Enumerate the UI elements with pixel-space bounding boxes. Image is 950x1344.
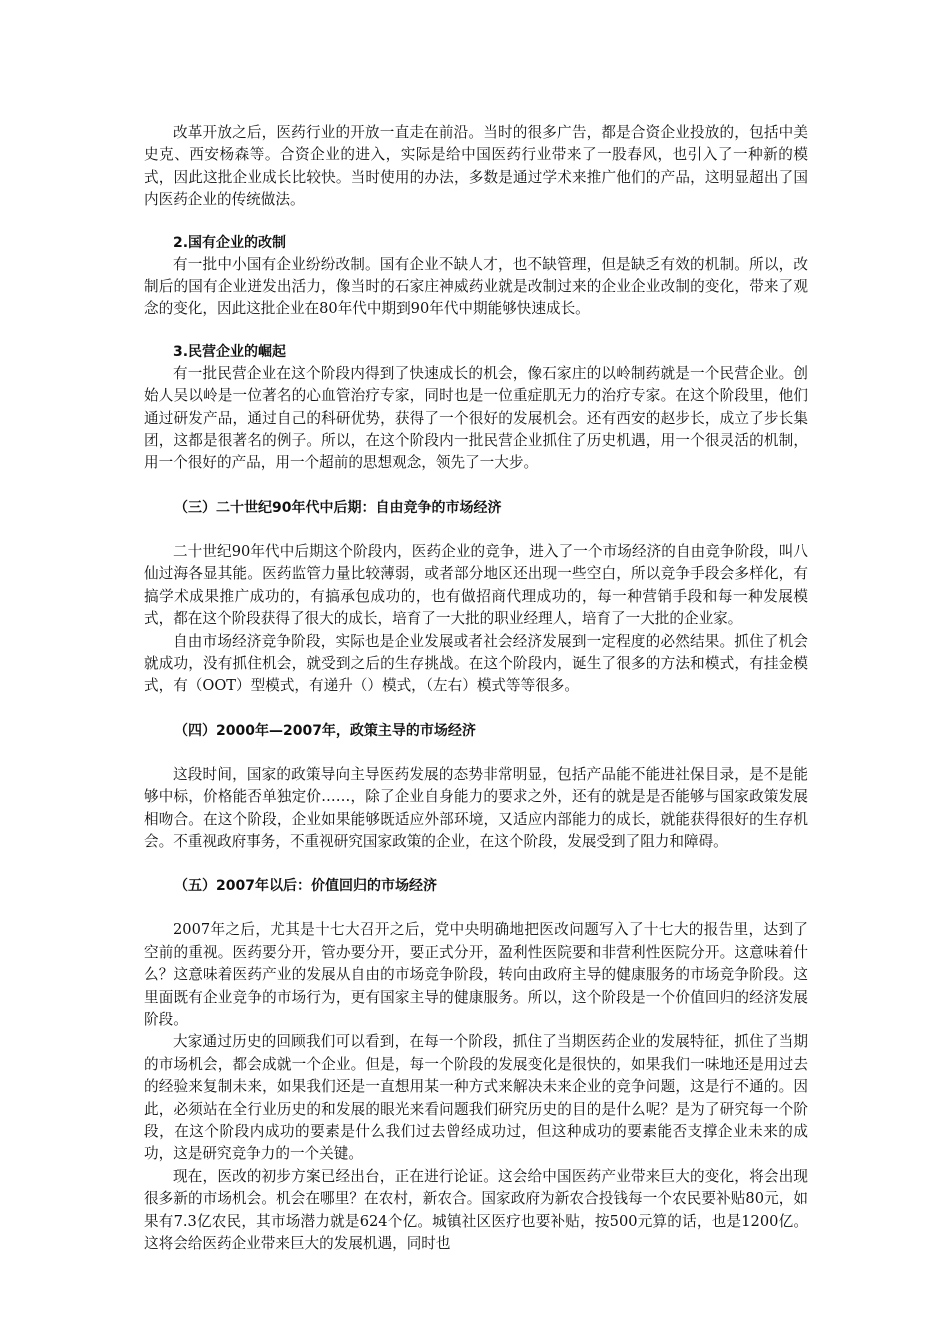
heading-state-enterprise-reform: 2.国有企业的改制: [173, 234, 287, 251]
paragraph-policy-led: 这段时间，国家的政策导向主导医药发展的态势非常明显，包括产品能不能进社保目录，是不是能够中标，价格能否单独定价……，除了企业自身能力的要求之外，还有的就是是否能够与国家政策发展相吻合。在这个阶段，企业如果能够既适应外部环境，又适应内部能力的成长，就能获得很好的生存机会。不重视政府事务，不重视研究国家政策的企业，在这个阶段，发展受到了阻力和障碍。: [144, 765, 808, 850]
paragraph-private-enterprise-rise: 有一批民营企业在这个阶段内得到了快速成长的机会，像石家庄的以岭制药就是一个民营企业。创始人吴以岭是一位著名的心血管治疗专家，同时也是一位重症肌无力的治疗专家。在这个阶段里，他们通过研发产品，通过自己的科研优势，获得了一个很好的发展机会。还有西安的赵步长，成立了步长集团，这都是很著名的例子。所以，在这个阶段内一批民营企业抓住了历史机遇，用一个很灵活的机制，用一个很好的产品，用一个超前的思想观念，领先了一大步。: [144, 364, 808, 472]
paragraph-state-enterprise-reform: 有一批中小国有企业纷纷改制。国有企业不缺人才，也不缺管理，但是缺乏有效的机制。所以，改制后的国有企业迸发出活力，像当时的石家庄神威药业就是改制过来的企业企业改制的变化，带来了观念的变化，因此这批企业在80年代中期到90年代中期能够快速成长。: [144, 255, 808, 318]
paragraph-free-market-result: 自由市场经济竞争阶段，实际也是企业发展或者社会经济发展到一定程度的必然结果。抓住了机会就成功，没有抓住机会，就受到之后的生存挑战。在这个阶段内，诞生了很多的方法和模式，有挂金模式，有（OOT）型模式，有递升（）模式，（左右）模式等等很多。: [144, 632, 808, 695]
section-heading-5: （五）2007年以后：价值回归的市场经济: [174, 878, 437, 895]
paragraph-after-2007: 2007年之后，尤其是十七大召开之后，党中央明确地把医改问题写入了十七大的报告里，达到了空前的重视。医药要分开，管办要分开，要正式分开，盈利性医院要和非营利性医院分开。这意味着什么？这意味着医药产业的发展从自由的市场竞争阶段，转向由政府主导的健康服务的市场竞争阶段。这里面既有企业竞争的市场行为，更有国家主导的健康服务。所以，这个阶段是一个价值回归的经济发展阶段。: [144, 921, 808, 1028]
section-heading-4: （四）2000年—2007年，政策主导的市场经济: [174, 722, 476, 739]
heading-private-enterprise-rise: 3.民营企业的崛起: [173, 343, 287, 360]
paragraph-free-competition: 二十世纪90年代中后期这个阶段内，医药企业的竞争，进入了一个市场经济的自由竞争阶段，叫八仙过海各显其能。医药监管力量比较薄弱，或者部分地区还出现一些空白，所以竞争手段会多样化，有搞学术成果推广成功的，有搞承包成功的，也有做招商代理成功的，每一种营销手段和每一种发展模式，都在这个阶段获得了很大的成长，培育了一大批的职业经理人，培育了一大批的企业家。: [144, 542, 808, 628]
paragraph-intro: 改革开放之后，医药行业的开放一直走在前沿。当时的很多广告，都是合资企业投放的，包括中美史克、西安杨森等。合资企业的进入，实际是给中国医药行业带来了一股春风，也引入了一种新的模式，因此这批企业成长比较快。当时使用的办法，多数是通过学术来推广他们的产品，这明显超出了国内医药企业的传统做法。: [144, 124, 808, 209]
document-body: [144, 122, 808, 1255]
section-heading-3: （三）二十世纪90年代中后期：自由竞争的市场经济: [174, 499, 502, 516]
paragraph-medical-reform: 现在，医改的初步方案已经出台，正在进行论证。这会给中国医药产业带来巨大的变化，将会出现很多新的市场机会。机会在哪里？在农村，新农合。国家政府为新农合投钱每一个农民要补贴80元，如果有7.3亿农民，其市场潜力就是624个亿。城镇社区医疗也要补贴，按500元算的话，也是1200亿。这将会给医药企业带来巨大的发展机遇，同时也: [144, 1167, 808, 1253]
paragraph-history-review: 大家通过历史的回顾我们可以看到，在每一个阶段，抓住了当期医药企业的发展特征，抓住了当期的市场机会，都会成就一个企业。但是，每一个阶段的发展变化是很快的，如果我们一味地还是用过去的经验来复制未来，如果我们还是一直想用某一种方式来解决未来企业的竞争问题，这是行不通的。因此，必须站在全行业历史的和发展的眼光来看问题我们研究历史的目的是什么呢？是为了研究每一个阶段，在这个阶段内成功的要素是什么我们过去曾经成功过，但这种成功的要素能否支撑企业未来的成功，这是研究竞争力的一个关键。: [144, 1033, 808, 1163]
